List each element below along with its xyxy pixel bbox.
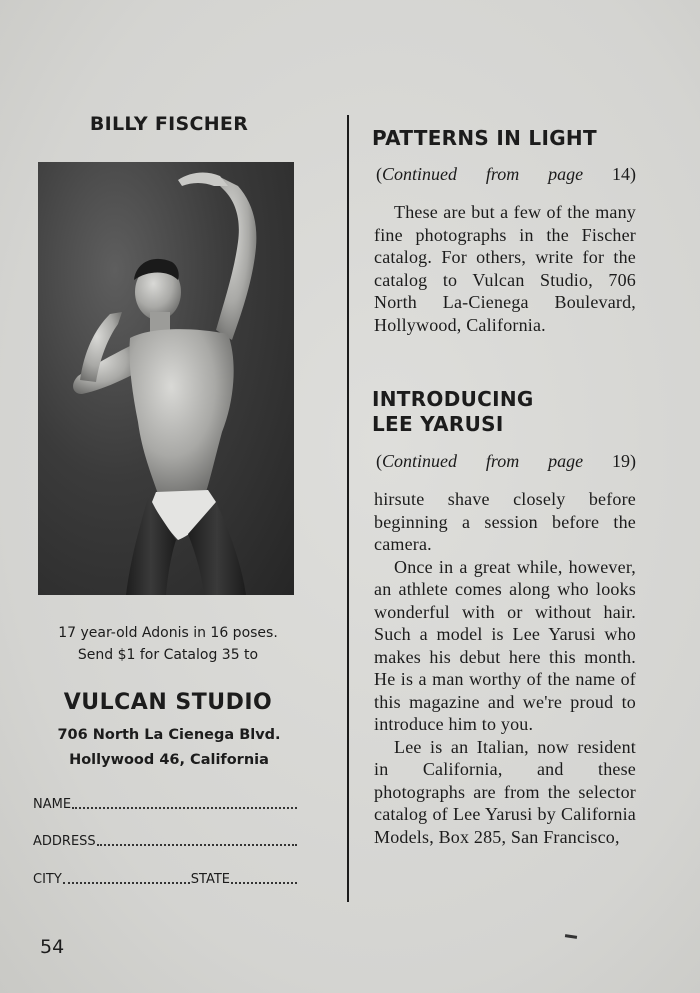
address-label: ADDRESS — [33, 834, 96, 849]
continued-word: Continued — [382, 451, 457, 471]
paragraph: hirsute shave closely before beginning a session before the camera. — [374, 489, 636, 554]
name-field[interactable] — [72, 806, 297, 809]
studio-address-line-2: Hollywood 46, California — [69, 752, 269, 768]
photo-caption — [28, 622, 308, 666]
name-label: NAME — [33, 797, 72, 812]
continuation-mark — [565, 934, 577, 939]
patterns-in-light-heading: PATTERNS IN LIGHT — [372, 126, 597, 150]
studio-address-line-1: 706 North La Cienega Blvd. — [57, 727, 281, 743]
paragraph: Lee is an Italian, now resident in California, and these photographs are from the selector catalog of Lee Yarusi by California Models, Box 285, San Francisco, — [374, 736, 636, 847]
continued-note-2 — [376, 451, 636, 472]
paragraph: Once in a great while, however, an athlete comes along who looks wonderful with or without hair. Such a model is Lee Yarusi who makes his debut here this month. He is a man worthy of the name of this magazine and we're proud to introduce him to you. — [374, 556, 636, 734]
model-figure-illustration — [38, 162, 294, 595]
column-divider — [347, 115, 349, 902]
open-paren: ( — [376, 164, 382, 184]
from-word: from — [485, 164, 520, 184]
page-word: page — [548, 164, 584, 184]
caption-line-1: 17 year-old Adonis in 16 poses. — [58, 625, 278, 641]
address-field[interactable] — [97, 843, 297, 846]
caption-line-2: Send $1 for Catalog 35 to — [77, 647, 259, 663]
studio-name: VULCAN STUDIO — [63, 690, 273, 715]
order-form-address-line — [33, 831, 298, 849]
continued-page-number: 19) — [611, 451, 636, 471]
patterns-article-text — [374, 201, 636, 336]
introducing-heading-line-2: LEE YARUSI — [372, 412, 504, 436]
state-label: STATE — [190, 872, 230, 887]
open-paren: ( — [376, 451, 382, 471]
state-field[interactable] — [231, 881, 297, 884]
page-number: 54 — [40, 936, 65, 958]
page-word: page — [548, 451, 584, 471]
order-form-city-state-line — [33, 869, 298, 887]
from-word: from — [485, 451, 520, 471]
yarusi-article-text — [374, 488, 636, 848]
studio-address — [28, 723, 310, 773]
city-label: CITY — [33, 872, 62, 887]
model-name-heading: BILLY FISCHER — [89, 113, 249, 135]
city-field[interactable] — [63, 881, 190, 884]
introducing-heading — [372, 387, 534, 437]
paragraph: These are but a few of the many fine photographs in the Fischer catalog. For others, write for the catalog to Vulcan Studio, 706 North La-Cienega Boulevard, Hollywood, California. — [374, 202, 636, 335]
continued-word: Continued — [382, 164, 457, 184]
introducing-heading-line-1: INTRODUCING — [372, 387, 534, 411]
model-photo — [38, 162, 294, 595]
continued-page-number: 14) — [611, 164, 636, 184]
continued-note-1 — [376, 164, 636, 185]
order-form-name-line — [33, 794, 298, 812]
